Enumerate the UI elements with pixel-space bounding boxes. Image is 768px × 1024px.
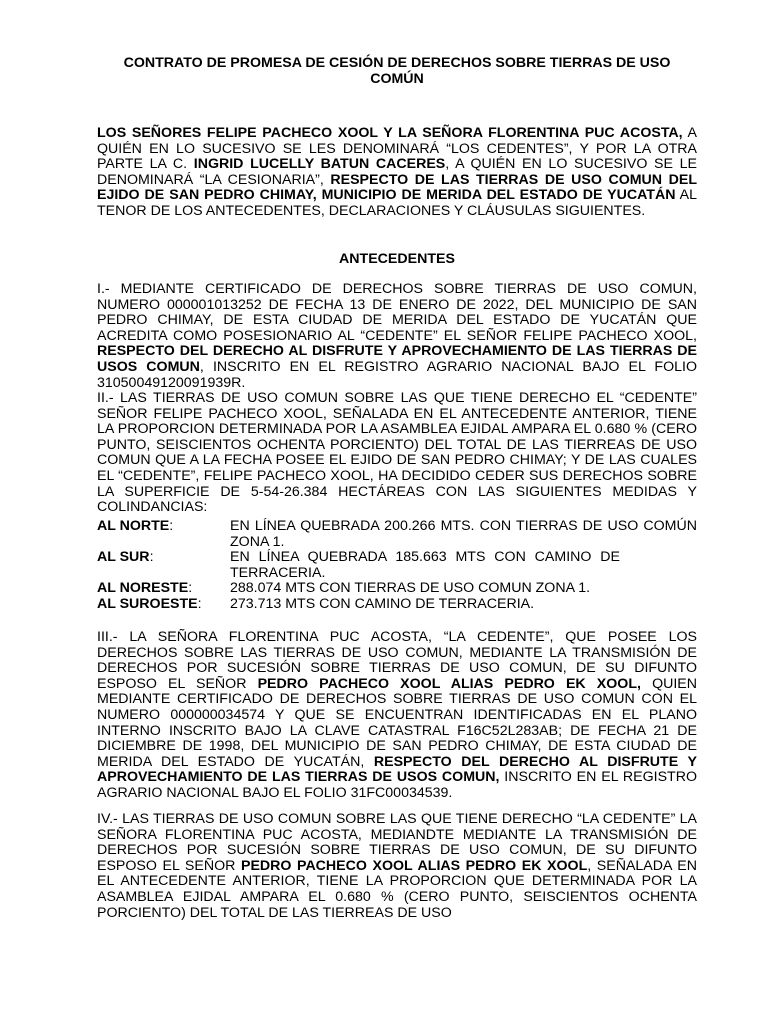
antecedent-3-segment: RESPECTO DEL DERECHO AL DISFRUTE Y APROVECHAMIENTO DE LAS TIERRAS DE USOS COMUN, bbox=[97, 753, 697, 786]
boundary-colon: : bbox=[169, 518, 174, 534]
boundaries-list bbox=[97, 519, 697, 613]
boundary-row bbox=[97, 581, 697, 597]
intro-segment: RESPECTO DE LAS TIERRAS DE USO COMUN DEL EJIDO DE SAN PEDRO CHIMAY, MUNICIPIO DE MERIDA DEL ESTADO DE YUCATÁN bbox=[97, 171, 697, 204]
boundary-label: AL SUROESTE bbox=[97, 595, 198, 612]
antecedent-4-segment: PEDRO PACHECO XOOL ALIAS PEDRO EK XOOL bbox=[240, 857, 588, 874]
boundary-row bbox=[97, 519, 697, 550]
antecedent-3-segment: QUIEN MEDIANTE CERTIFICADO DE DERECHOS SOBRE TIERRAS DE USO COMUN CON EL NUMERO 000000034574 Y QUE SE ENCUENTRAN IDENTIFICADAS EN EL PLANO INTERNO INSCRITO BAJO LA CLAVE CATASTRAL F16C52L283AB; DE FECHA 21 DE DICIEMBRE DE 1998, DEL MUNICIPIO DE SAN PEDRO CHIMAY, DE ESTA CIUDAD DE MERIDA DEL ESTADO DE YUCATÁN, bbox=[97, 675, 698, 770]
title-line-1: CONTRATO DE PROMESA DE CESIÓN DE DERECHOS SOBRE TIERRAS DE USO bbox=[123, 55, 671, 71]
intro-segment: , A QUIÉN EN LO SUCESIVO SE LE DENOMINARÁ “LA CESIONARIA”, bbox=[97, 156, 697, 188]
boundary-row bbox=[97, 550, 697, 581]
boundary-row bbox=[97, 597, 697, 613]
intro-segment: A QUIÉN EN LO SUCESIVO SE LES DENOMINARÁ “LOS CEDENTES”, Y POR LA OTRA PARTE LA C. bbox=[97, 125, 698, 173]
antecedent-4-segment: IV.- LAS TIERRAS DE USO COMUN SOBRE LAS QUE TIENE DERECHO “LA CEDENTE” LA SEÑORA FLORENTINA PUC ACOSTA, MEDIANDTE MEDIANTE LA TRANSMISIÓN DE DERECHOS POR SUCESIÓN SOBRE TIERRAS DE USO COMUN, DE SU DIFUNTO ESPOSO EL SEÑOR bbox=[97, 811, 697, 874]
boundary-value: 288.074 MTS CON TIERRAS DE USO COMUN ZONA 1. bbox=[230, 580, 591, 597]
title-line-2: COMÚN bbox=[370, 70, 424, 87]
intro-segment: LOS SEÑORES FELIPE PACHECO XOOL Y LA SEÑORA FLORENTINA PUC ACOSTA, bbox=[97, 125, 683, 141]
antecedent-1-segment: RESPECTO DEL DERECHO AL DISFRUTE Y APROVECHAMIENTO DE LAS TIERRAS DE USOS COMUN bbox=[97, 343, 697, 375]
antecedentes-heading: ANTECEDENTES bbox=[339, 251, 455, 267]
antecedent-3-segment: PEDRO PACHECO XOOL ALIAS PEDRO EK XOOL, bbox=[257, 675, 641, 692]
boundary-value: EN LÍNEA QUEBRADA 200.266 MTS. CON TIERRAS DE USO COMÚN ZONA 1. bbox=[230, 518, 697, 550]
antecedent-3-segment: III.- LA SEÑORA FLORENTINA PUC ACOSTA, “LA CEDENTE”, QUE POSEE LOS DERECHOS SOBRE LAS TIERRAS DE USO COMUN, MEDIANTE LA TRANSMISIÓN DE DERECHOS POR SUCESIÓN SOBRE TIERRAS DE USO COMUN, DE SU DIFUNTO ESPOSO EL SEÑOR bbox=[97, 629, 697, 692]
intro-paragraph bbox=[97, 126, 697, 220]
antecedent-1 bbox=[97, 282, 697, 391]
boundary-value: 273.713 MTS CON CAMINO DE TERRACERIA. bbox=[230, 595, 535, 612]
intro-segment: AL TENOR DE LOS ANTECEDENTES, DECLARACIONES Y CLÁUSULAS SIGUIENTES. bbox=[97, 187, 698, 219]
boundary-value: EN LÍNEA QUEBRADA 185.663 MTS CON CAMINO DE TERRACERIA. bbox=[230, 549, 620, 581]
boundary-colon: : bbox=[149, 549, 154, 566]
antecedent-4-segment: , SEÑALADA EN EL ANTECEDENTE ANTERIOR, TIENE LA PROPORCION QUE DETERMINADA POR LA ASAMBLEA EJIDAL AMPARA EL 0.680 % (CERO PUNTO, SEISCIENTOS OCHENTA PORCIENTO) DEL TOTAL DE LAS TIERREAS DE USO bbox=[97, 857, 697, 921]
antecedent-4 bbox=[97, 812, 697, 921]
boundary-colon: : bbox=[188, 580, 193, 597]
contract-title bbox=[97, 56, 697, 87]
boundary-colon: : bbox=[197, 595, 202, 612]
boundary-label: AL NORTE bbox=[97, 518, 170, 534]
boundary-label: AL SUR bbox=[97, 549, 150, 566]
antecedent-3-segment: INSCRITO EN EL REGISTRO AGRARIO NACIONAL BAJO EL FOLIO 31FC00034539. bbox=[97, 769, 697, 801]
antecedent-1-segment: , INSCRITO EN EL REGISTRO AGRARIO NACIONAL BAJO EL FOLIO 31050049120091939R. bbox=[97, 358, 697, 391]
boundary-label: AL NORESTE bbox=[97, 580, 189, 597]
antecedent-3 bbox=[97, 630, 697, 802]
antecedent-1-segment: I.- MEDIANTE CERTIFICADO DE DERECHOS SOBRE TIERRAS DE USO COMUN, NUMERO 000001013252 DE FECHA 13 DE ENERO DE 2022, DEL MUNICIPIO DE SAN PEDRO CHIMAY, DE ESTA CIUDAD DE MERIDA DEL ESTADO DE YUCATÁN QUE ACREDITA COMO POSESIONARIO AL “CEDENTE” EL SEÑOR FELIPE PACHECO XOOL, bbox=[97, 281, 697, 344]
antecedent-2: II.- LAS TIERRAS DE USO COMUN SOBRE LAS QUE TIENE DERECHO EL “CEDENTE” SEÑOR FELIPE PACHECO XOOL, SEÑALADA EN EL ANTECEDENTE ANTERIOR, TIENE LA PROPORCION DETERMINADA POR LA ASAMBLEA EJIDAL AMPARA EL 0.680 % (CERO PUNTO, SEISCIENTOS OCHENTA PORCIENTO) DEL TOTAL DE LAS TIERREAS DE USO COMUN QUE A LA FECHA POSEE EL EJIDO DE SAN PEDRO CHIMAY; Y DE LAS CUALES EL “CEDENTE”, FELIPE PACHECO XOOL, HA DECIDIDO CEDER SUS DERECHOS SOBRE LA SUPERFICIE DE 5-54-26.384 HECTÁREAS CON LAS SIGUIENTES MEDIDAS Y COLINDANCIAS: bbox=[97, 390, 697, 516]
intro-segment: INGRID LUCELLY BATUN CACERES bbox=[193, 156, 446, 173]
